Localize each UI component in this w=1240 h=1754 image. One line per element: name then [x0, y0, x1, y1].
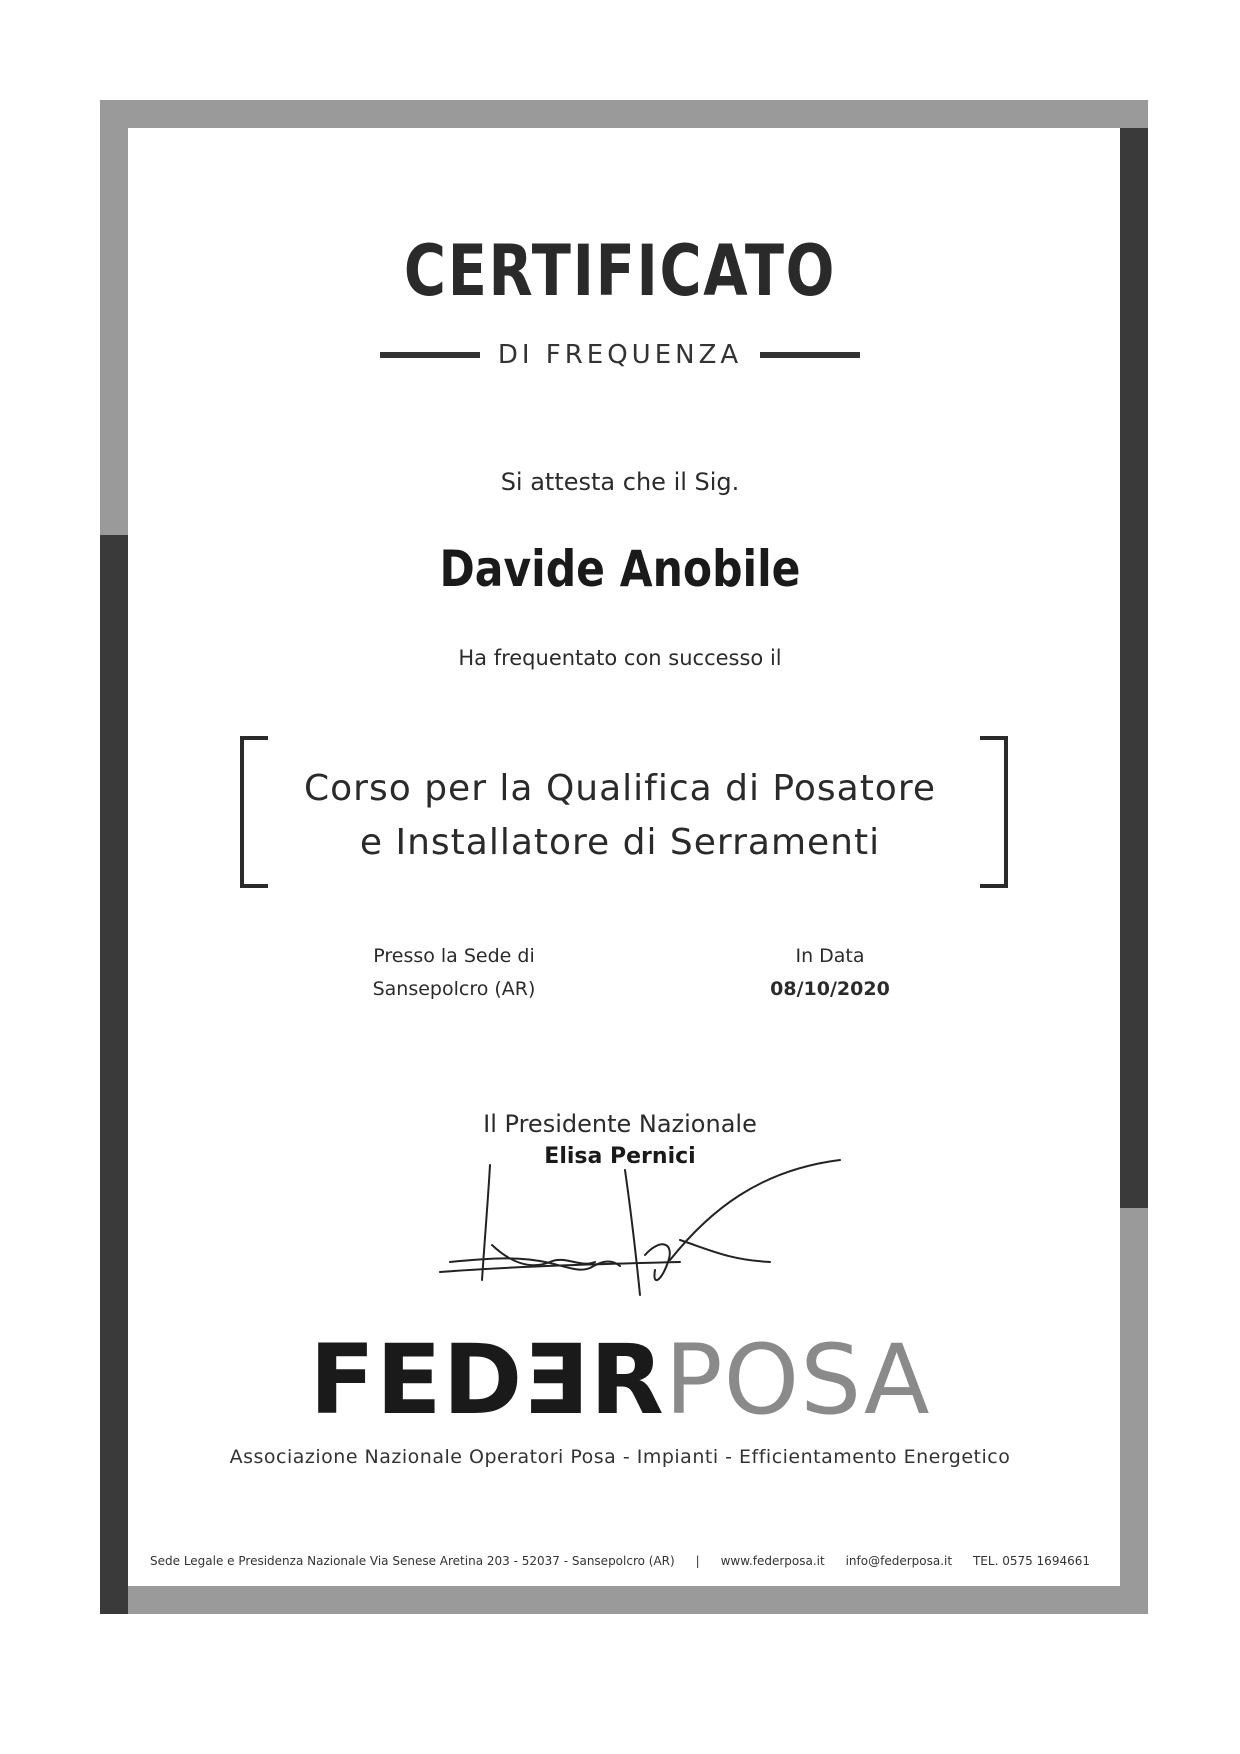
recipient-name: Davide Anobile — [439, 540, 801, 598]
intro-text: Si attesta che il Sig. — [500, 468, 740, 496]
location-block — [304, 940, 604, 1006]
logo-text-r: R — [589, 1324, 665, 1436]
footer-phone: TEL. 0575 1694661 — [972, 1554, 1090, 1568]
logo-text-fed: FED — [309, 1324, 524, 1436]
location-label: Presso la Sede di — [373, 945, 535, 967]
date-label: In Data — [795, 945, 865, 967]
association-tagline: Associazione Nazionale Operatori Posa - Impianti - Efficientamento Energetico — [229, 1446, 1011, 1468]
frame-border-bottom — [100, 1586, 1148, 1614]
course-bracket-left — [240, 736, 268, 888]
federposa-logo — [0, 1324, 1240, 1436]
certificate-subtitle: DI FREQUENZA — [497, 340, 743, 370]
date-block — [680, 940, 980, 1006]
completion-text: Ha frequentato con successo il — [458, 646, 782, 670]
handwritten-signature — [430, 1150, 870, 1300]
president-title: Il Presidente Nazionale — [483, 1110, 757, 1138]
certificate-title: CERTIFICATO — [403, 230, 837, 312]
certificate-subtitle-row — [0, 340, 1240, 370]
footer-website: www.federposa.it — [720, 1554, 825, 1568]
subtitle-rule-right — [760, 352, 860, 358]
course-bracket-right — [980, 736, 1008, 888]
frame-border-top — [100, 100, 1148, 128]
footer-address: Sede Legale e Presidenza Nazionale Via Senese Aretina 203 - 52037 - Sansepolcro (AR) — [150, 1554, 675, 1568]
location-value: Sansepolcro (AR) — [372, 978, 536, 1000]
date-value: 08/10/2020 — [770, 978, 890, 1000]
course-name-line1: Corso per la Qualifica di Posatore — [304, 768, 936, 809]
footer-separator: | — [695, 1554, 700, 1568]
course-name-line2: e Installatore di Serramenti — [359, 822, 881, 863]
logo-text-reversed-e: E — [523, 1324, 590, 1436]
course-name — [270, 762, 970, 870]
subtitle-rule-left — [380, 352, 480, 358]
footer-email: info@federposa.it — [845, 1554, 953, 1568]
logo-text-posa: POSA — [664, 1324, 931, 1436]
president-name: Elisa Pernici — [544, 1144, 696, 1169]
footer — [150, 1554, 1090, 1568]
